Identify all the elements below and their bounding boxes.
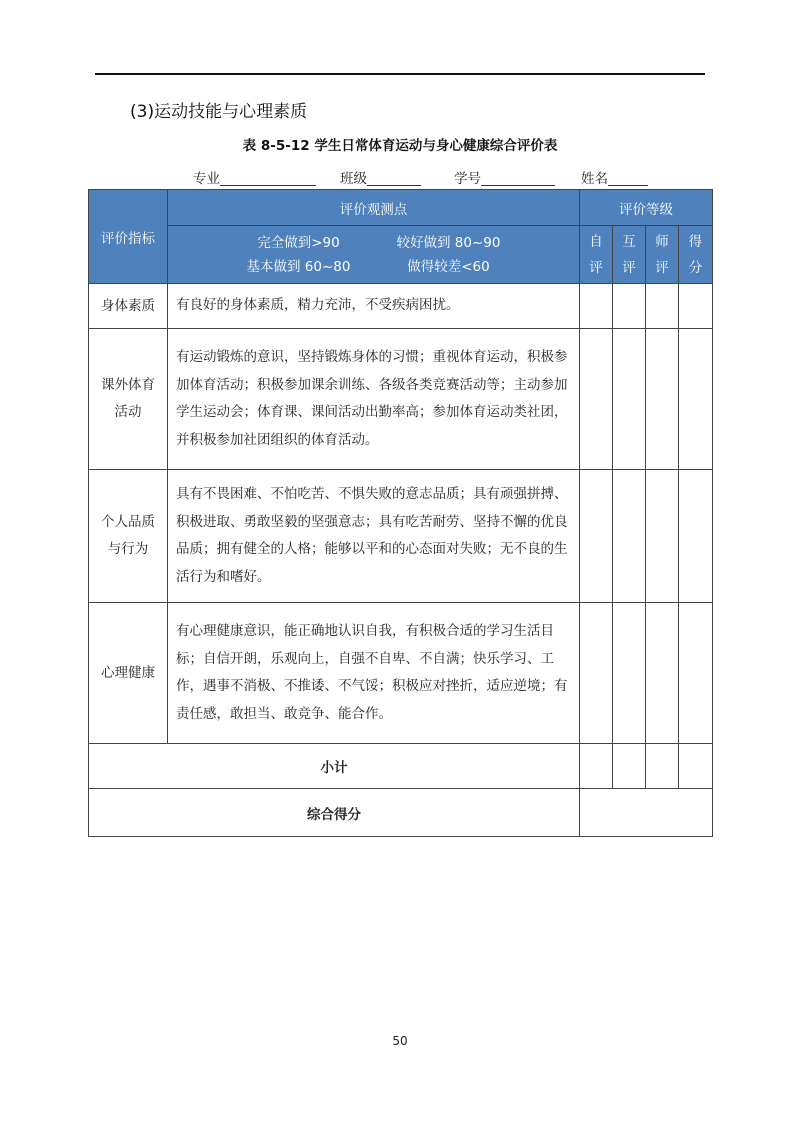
score-cell[interactable] bbox=[679, 603, 713, 744]
header-peer-eval: 互 评 bbox=[613, 226, 646, 284]
header-grade: 评价等级 bbox=[580, 190, 713, 226]
info-label-name: 姓名 bbox=[581, 171, 608, 187]
criteria-good: 较好做到 80~90 bbox=[396, 234, 501, 251]
evaluation-table bbox=[88, 189, 713, 837]
info-field-name bbox=[581, 167, 648, 187]
table-row bbox=[89, 603, 713, 744]
indicator-name: 课外体育 活动 bbox=[89, 329, 168, 470]
header-score: 得 分 bbox=[679, 226, 713, 284]
header-self-eval: 自 评 bbox=[580, 226, 613, 284]
header-indicator: 评价指标 bbox=[89, 190, 168, 284]
subtotal-peer-cell[interactable] bbox=[613, 744, 646, 789]
subtotal-teacher-cell[interactable] bbox=[646, 744, 679, 789]
indicator-name: 心理健康 bbox=[89, 603, 168, 744]
subtotal-row bbox=[89, 744, 713, 789]
page-number: 50 bbox=[392, 1034, 408, 1048]
score-cell[interactable] bbox=[679, 284, 713, 329]
info-label-student-id: 学号 bbox=[454, 171, 481, 187]
table-row bbox=[89, 470, 713, 603]
teacher-eval-cell[interactable] bbox=[646, 284, 679, 329]
header-teacher-eval: 师 评 bbox=[646, 226, 679, 284]
self-eval-cell[interactable] bbox=[580, 284, 613, 329]
subtotal-self-cell[interactable] bbox=[580, 744, 613, 789]
section-heading: (3)运动技能与心理素质 bbox=[130, 102, 308, 122]
indicator-name: 身体素质 bbox=[89, 284, 168, 329]
major-blank[interactable] bbox=[220, 171, 316, 186]
subtotal-label: 小计 bbox=[89, 744, 580, 789]
peer-eval-cell[interactable] bbox=[613, 284, 646, 329]
info-field-class bbox=[340, 167, 421, 187]
info-field-major bbox=[193, 167, 316, 187]
self-eval-cell[interactable] bbox=[580, 470, 613, 603]
student-id-blank[interactable] bbox=[481, 171, 555, 186]
total-row bbox=[89, 789, 713, 837]
class-blank[interactable] bbox=[367, 171, 421, 186]
indicator-description: 具有不畏困难、不怕吃苦、不惧失败的意志品质；具有顽强拼搏、积极进取、勇敢坚毅的坚强意志；具有吃苦耐劳、坚持不懈的优良品质；拥有健全的人格；能够以平和的心态面对失败；无不良的生活行为和嗜好。 bbox=[168, 470, 580, 603]
info-label-major: 专业 bbox=[193, 171, 220, 187]
indicator-description: 有运动锻炼的意识，坚持锻炼身体的习惯；重视体育运动，积极参加体育活动；积极参加课余训练、各级各类竞赛活动等；主动参加学生运动会；体育课、课间活动出勤率高；参加体育运动类社团，并积极参加社团组织的体育活动。 bbox=[168, 329, 580, 470]
teacher-eval-cell[interactable] bbox=[646, 470, 679, 603]
teacher-eval-cell[interactable] bbox=[646, 329, 679, 470]
indicator-description: 有良好的身体素质，精力充沛，不受疾病困扰。 bbox=[168, 284, 580, 329]
criteria-full: 完全做到>90 bbox=[257, 234, 340, 251]
teacher-eval-cell[interactable] bbox=[646, 603, 679, 744]
self-eval-cell[interactable] bbox=[580, 603, 613, 744]
table-row bbox=[89, 284, 713, 329]
total-label: 综合得分 bbox=[89, 789, 580, 837]
peer-eval-cell[interactable] bbox=[613, 329, 646, 470]
peer-eval-cell[interactable] bbox=[613, 603, 646, 744]
info-label-class: 班级 bbox=[340, 171, 367, 187]
header-criteria bbox=[168, 226, 580, 284]
peer-eval-cell[interactable] bbox=[613, 470, 646, 603]
top-rule bbox=[95, 73, 705, 75]
info-field-student-id bbox=[454, 167, 555, 187]
score-cell[interactable] bbox=[679, 329, 713, 470]
table-row bbox=[89, 329, 713, 470]
criteria-poor: 做得较差<60 bbox=[407, 258, 490, 275]
header-observation: 评价观测点 bbox=[168, 190, 580, 226]
self-eval-cell[interactable] bbox=[580, 329, 613, 470]
indicator-description: 有心理健康意识，能正确地认识自我，有积极合适的学习生活目标；自信开朗，乐观向上，自强不自卑、不自满；快乐学习、工作，遇事不消极、不推诿、不气馁；积极应对挫折，适应逆境；有责任感，敢担当、敢竞争、能合作。 bbox=[168, 603, 580, 744]
total-score-cell[interactable] bbox=[580, 789, 713, 837]
name-blank[interactable] bbox=[608, 171, 648, 186]
criteria-basic: 基本做到 60~80 bbox=[246, 258, 351, 275]
indicator-name: 个人品质 与行为 bbox=[89, 470, 168, 603]
subtotal-score-cell[interactable] bbox=[679, 744, 713, 789]
table-title: 表 8-5-12 学生日常体育运动与身心健康综合评价表 bbox=[242, 138, 558, 154]
score-cell[interactable] bbox=[679, 470, 713, 603]
